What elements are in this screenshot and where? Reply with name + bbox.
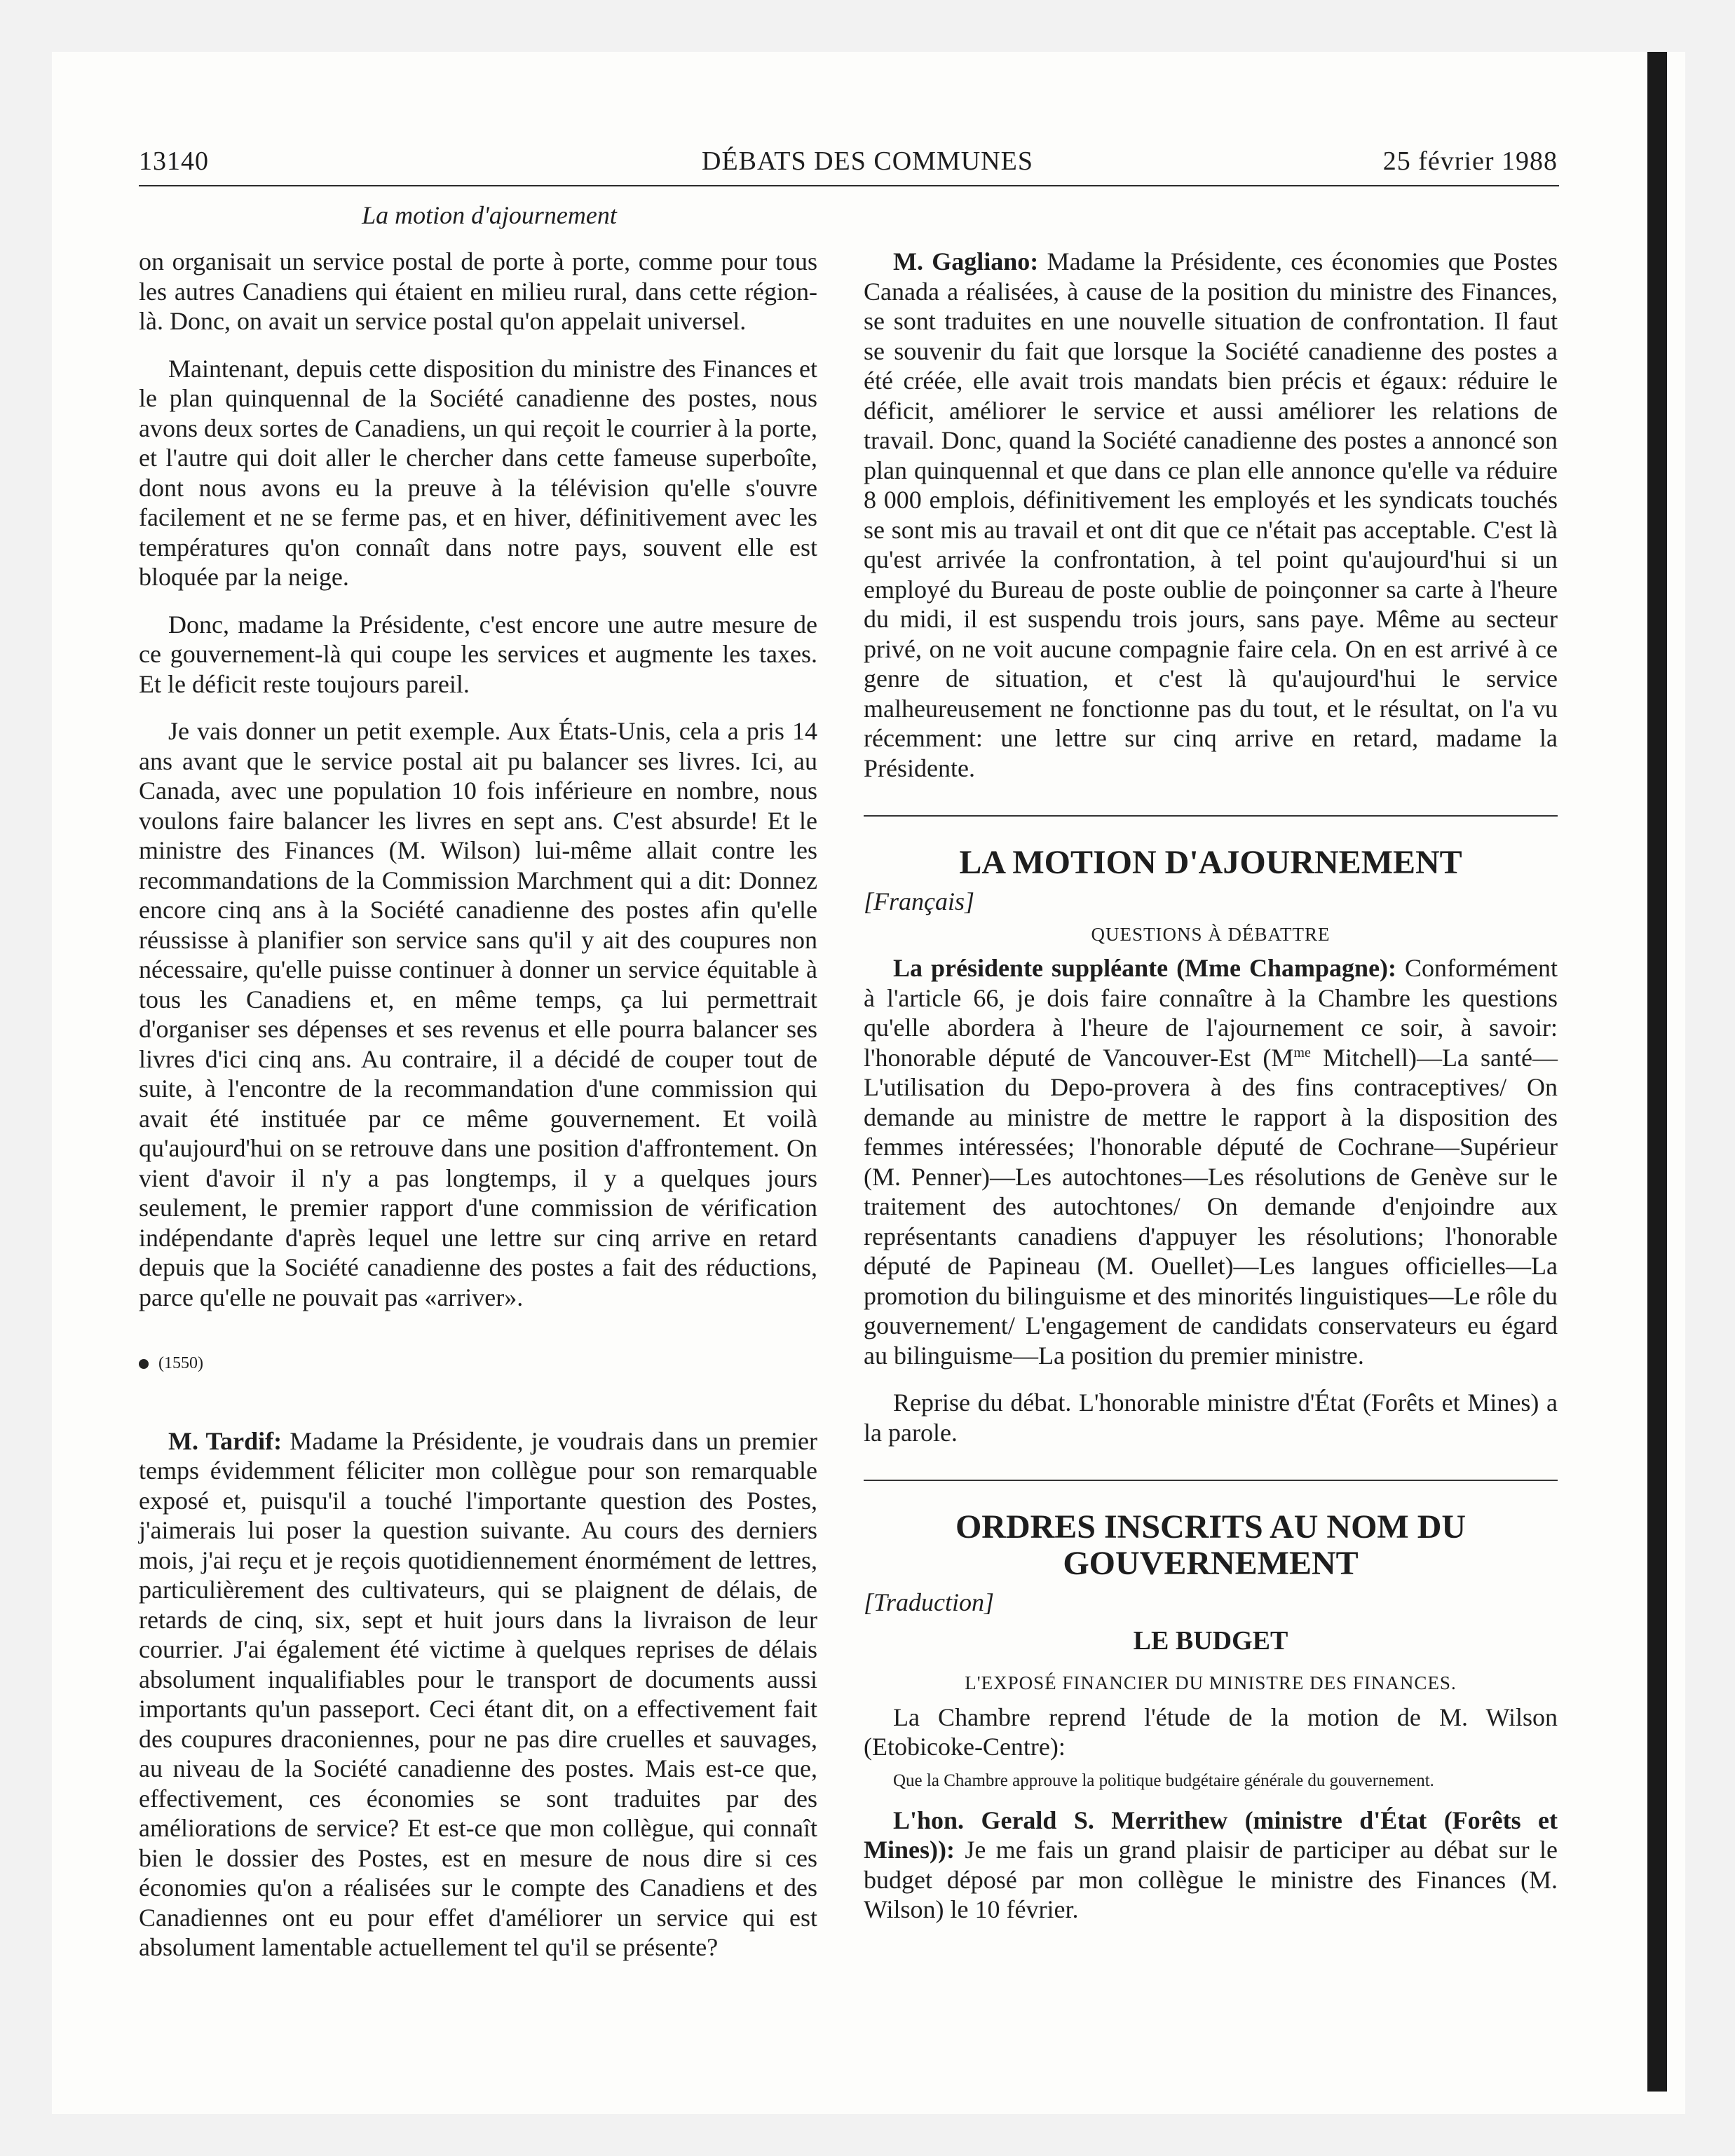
bullet-dot-icon (139, 1359, 149, 1369)
speech-text: Madame la Présidente, ces économies que Postes Canada a réalisées, à cause de la position du ministre des Finances, se sont traduites en une nouvelle situation de confrontation. Il faut se souvenir du fait que lorsque la Société canadienne des postes a été créée, elle avait trois mandats bien précis et égaux: réduire le déficit, améliorer le service et aussi améliorer les relations de travail. Donc, quand la Société canadienne des postes a annoncé son plan quinquennal et que dans ce plan elle annonce qu'elle va réduire 8 000 emplois, définitivement les employés et les syndicats touchés se sont mis au travail et ont dit que ce n'était pas acceptable. C'est là qu'est arrivée la confrontation, à tel point qu'aujourd'hui si un employé du Bureau de poste oublie de poinçonner sa carte à l'heure du midi, il est suspendu trois jours, sans paye. Même au secteur privé, on ne voit aucune compagnie faire cela. On en est arrivé à ce genre de situation, et c'est là qu'aujourd'hui le service malheureusement ne fonctionne pas du tout, et le résultat, on l'a vu récemment: une lettre sur cinq arrive en retard, madame la Présidente. (864, 247, 1558, 782)
motion-quote: Que la Chambre approuve la politique budgétaire générale du gouvernement. (893, 1770, 1434, 1790)
speech-text: Mitchell)—La santé—L'utilisation du Depo-provera à des fins contraceptives/ On demande au ministre de mettre le rapport à la disposition des femmes intéressées; l'honorable député de Cochrane—Supérieur (M. Penner)—Les autochtones—Les résolutions de Genève sur le traitement des autochtones/ On demande d'enjoindre aux représentants canadiens d'appuyer les résolutions; l'honorable député de Papineau (M. Ouellet)—Les langues officielles—La promotion du bilinguisme et des minorités linguistiques—Le rôle du gouvernement/ L'engagement de candidats conservateurs eu égard au bilinguisme—La position du premier ministre. (864, 1043, 1558, 1370)
running-title: La motion d'ajournement (362, 201, 617, 229)
header-rule (139, 185, 1559, 186)
subsection-title: LE BUDGET (1133, 1625, 1288, 1656)
section-subtitle: QUESTIONS À DÉBATTRE (1091, 923, 1331, 945)
speaker-name: La présidente suppléante (Mme Champagne): (893, 954, 1397, 982)
speech-text: Conformément à l'article 66, je dois faire connaître à la Chambre les questions qu'elle abordera à l'heure de l'ajournement ce soir, à savoir: l'honorable député de Vancouver-Est (M (864, 954, 1558, 1072)
speaker-name: M. Gagliano: (893, 247, 1039, 275)
section-divider (864, 1480, 1558, 1481)
binding-edge (1647, 52, 1667, 2092)
paragraph: Donc, madame la Présidente, c'est encore une autre mesure de ce gouvernement-là qui coupe les services et augmente les taxes. Et le déficit reste toujours pareil. (139, 610, 817, 698)
speech-tardif (139, 1426, 817, 1963)
timestamp-text: (1550) (158, 1354, 203, 1372)
paragraph: La Chambre reprend l'étude de la motion de M. Wilson (Etobicoke-Centre): (864, 1703, 1558, 1761)
paragraph: on organisait un service postal de porte à porte, comme pour tous les autres Canadiens qui étaient en milieu rural, dans cette région-là. Donc, on avait un service postal qu'on appelait universel. (139, 247, 817, 335)
superscript: me (1293, 1044, 1311, 1060)
section-divider (864, 815, 1558, 817)
timestamp (139, 1349, 817, 1379)
left-column (139, 247, 817, 1980)
publication-title: DÉBATS DES COMMUNES (702, 146, 1033, 176)
page-date: 25 février 1988 (1382, 146, 1558, 176)
paragraph: Reprise du débat. L'honorable ministre d'État (Forêts et Mines) a la parole. (864, 1389, 1558, 1447)
section-title: ORDRES INSCRITS AU NOM DU GOUVERNEMENT (955, 1508, 1467, 1582)
speech-text: Je me fais un grand plaisir de participer au débat sur le budget déposé par mon collègue le ministre des Finances (M. Wilson) le 10 février. (864, 1836, 1558, 1923)
speech-gagliano (864, 247, 1558, 783)
right-column (864, 247, 1558, 1942)
language-tag: [Français] (864, 887, 975, 915)
speaker-name: M. Tardif: (168, 1426, 283, 1455)
section-title: LA MOTION D'AJOURNEMENT (959, 844, 1462, 881)
language-tag: [Traduction] (864, 1588, 995, 1616)
speech-presidente (864, 953, 1558, 1370)
page-number: 13140 (139, 146, 209, 176)
subsection-subtitle: L'EXPOSÉ FINANCIER DU MINISTRE DES FINANCES. (965, 1672, 1457, 1693)
paragraph: Je vais donner un petit exemple. Aux États-Unis, cela a pris 14 ans avant que le service postal ait pu balancer ses livres. Ici, au Canada, avec une population 10 fois inférieure en nombre, nous voulons faire balancer les livres en sept ans. C'est absurde! Et le ministre des Finances (M. Wilson) lui-même allait contre les recommandations de la Commission Marchment qui a dit: Donnez encore cinq ans à la Société canadienne des postes afin qu'elle réussisse à planifier son service sans qu'il y ait des coupures non nécessaire, qu'elle puisse continuer à donner un service équitable à tous les Canadiens et, en même temps, ça lui permettrait d'organiser ses dépenses et ses revenus et elle pourra balancer ses livres d'ici cinq ans. Au contraire, il a décidé de couper tout de suite, à l'encontre de la recommandation d'une commission qui avait été instituée par ce même gouvernement. Et voilà qu'aujourd'hui on se retrouve dans une position d'affrontement. On vient d'avoir il n'y a pas longtemps, il y a quelques jours seulement, le premier rapport d'une commission de vérification indépendante d'après lequel une lettre sur cinq arrive en retard depuis que la Société canadienne des postes a fait des réductions, parce qu'elle ne pouvait pas «arriver». (139, 717, 817, 1311)
speaker-name: L'hon. Gerald S. Merrithew (ministre d'État (Forêts et Mines)): (864, 1806, 1558, 1864)
speech-merrithew (864, 1806, 1558, 1925)
paragraph: Maintenant, depuis cette disposition du ministre des Finances et le plan quinquennal de la Société canadienne des postes, nous avons deux sortes de Canadiens, un qui reçoit le courrier à la porte, et l'autre qui doit aller le chercher dans cette fameuse superboîte, dont nous avons eu la preuve à la télévision qu'elle s'ouvre facilement et ne se ferme pas, et en hiver, définitivement avec les températures qu'on connaît dans notre pays, souvent elle est bloquée par la neige. (139, 354, 817, 591)
speech-text: Madame la Présidente, je voudrais dans un premier temps évidemment féliciter mon collègue pour son remarquable exposé et, puisqu'il a touché l'importante question des Postes, j'aimerais lui poser la question suivante. Au cours des derniers mois, j'ai reçu et je reçois quotidiennement énormément de lettres, particulièrement des cultivateurs, qui se plaignent de délais, de retards de cinq, six, sept et huit jours dans la livraison de leur courrier. J'ai également été victime à quelques reprises de délais absolument inqualifiables pour le transport de documents aussi importants qu'un passeport. Ceci étant dit, on a effectivement fait des coupures draconiennes, pour ne pas dire cruelles et sauvages, au niveau de la Société canadienne des postes. Mais est-ce que, effectivement, ces économies se sont traduites par des améliorations de service? Et est-ce que mon collègue, qui connaît bien le dossier des Postes, est en mesure de nous dire si ces économies qu'on a réalisées sur le compte des Canadiens et des Canadiennes ont eu pour effet d'améliorer un service qui est absolument lamentable actuellement tel qu'il se présente? (139, 1426, 817, 1961)
